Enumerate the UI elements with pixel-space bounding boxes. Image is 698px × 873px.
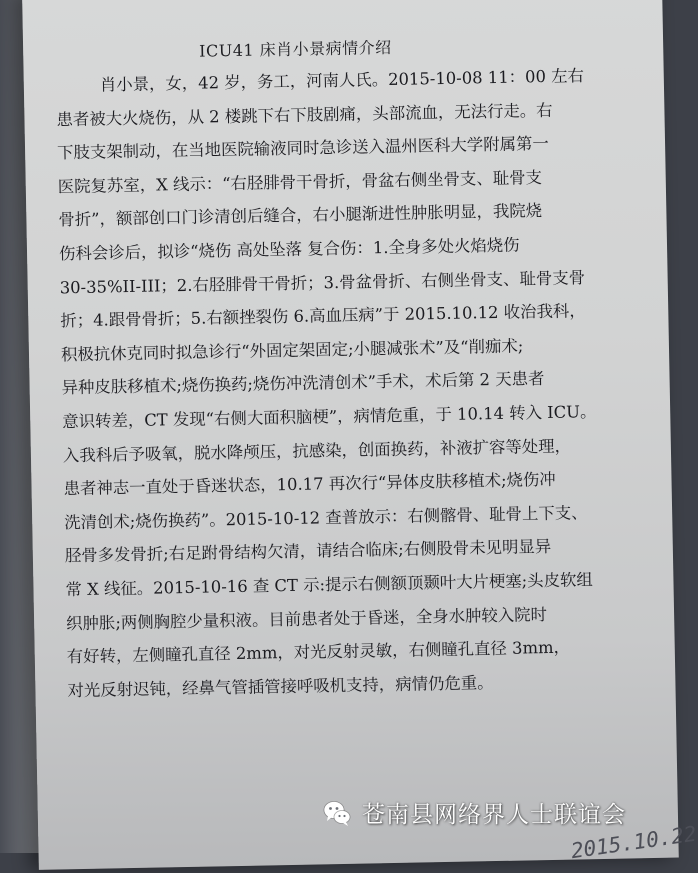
- body-line: 意识转差，CT 发现“右侧大面积脑梗”，病情危重，于 10.14 转入 ICU。: [62, 401, 597, 432]
- body-line: 下肢支架制动，在当地医院输液同时急诊送入温州医科大学附属第一: [56, 134, 549, 163]
- body-line: 常 X 线征。2015-10-16 查 CT 示:提示右侧额顶颞叶大片梗塞;头皮软组: [65, 570, 593, 600]
- body-line: 有好转，左侧瞳孔直径 2mm，对光反射灵敏，右侧瞳孔直径 3mm，: [66, 637, 571, 667]
- body-line: 肖小景，女，42 岁，务工，河南人氏。2015-10-08 11：00 左右: [99, 66, 585, 95]
- account-watermark: [322, 796, 626, 829]
- body-line: 折；4.跟骨骨折；5.右额挫裂伤 6.高血压病”于 2015.10.12 收治我科，: [60, 301, 586, 331]
- document-paper: [22, 0, 698, 870]
- wechat-icon: [322, 798, 352, 828]
- body-line: 织肿胀;两侧胸腔少量积液。目前患者处于昏迷，全身水肿较入院时: [65, 604, 548, 633]
- watermark-text: 苍南县网络界人士联谊会: [362, 802, 626, 828]
- body-line: 入我科后予吸氧，脱水降颅压，抗感染，创面换药，补液扩容等处理，: [62, 436, 572, 465]
- page-title: ICU41 床肖小景病情介绍: [199, 37, 392, 61]
- body-line: 积极抗休克同时拟急诊行“外固定架固定;小腿减张术”及“削痂术;: [60, 336, 524, 365]
- body-line: 胫骨多发骨折;右足跗骨结构欠清，请结合临床;右侧股骨未见明显异: [64, 537, 552, 566]
- body-line: 伤科会诊后，拟诊“烧伤 高处坠落 复合伤：1.全身多处火焰烧伤: [58, 235, 520, 264]
- body-line: 30-35%II-III；2.右胫腓骨干骨折；3.骨盆骨折、右侧坐骨支、耻骨支骨: [59, 267, 586, 297]
- body-line: 医院复苏室，X 线示：“右胫腓骨干骨折，骨盆右侧坐骨支、耻骨支: [57, 167, 543, 197]
- body-line: 骨折”，额部创口门诊清创后缝合，右小腿渐进性肿胀明显，我院烧: [58, 201, 543, 230]
- document-body: [56, 59, 628, 708]
- body-line: 洗清创术;烧伤换药”。2015-10-12 查普放示：右侧髂骨、耻骨上下支、: [64, 502, 588, 533]
- body-line: 患者被大火烧伤，从 2 楼跳下右下肢剧痛，头部流血，无法行走。右: [56, 100, 553, 129]
- body-line: 患者神志一直处于昏迷状态，10.17 再次行“异体皮肤移植术;烧伤冲: [63, 469, 556, 499]
- body-line: 对光反射迟钝，经鼻气管插管接呼吸机支持，病情仍危重。: [67, 672, 494, 700]
- handwritten-date: 2015.10.22: [568, 821, 698, 864]
- body-line: 异种皮肤移植术;烧伤换药;烧伤冲洗清创术”手术，术后第 2 天患者: [61, 369, 545, 398]
